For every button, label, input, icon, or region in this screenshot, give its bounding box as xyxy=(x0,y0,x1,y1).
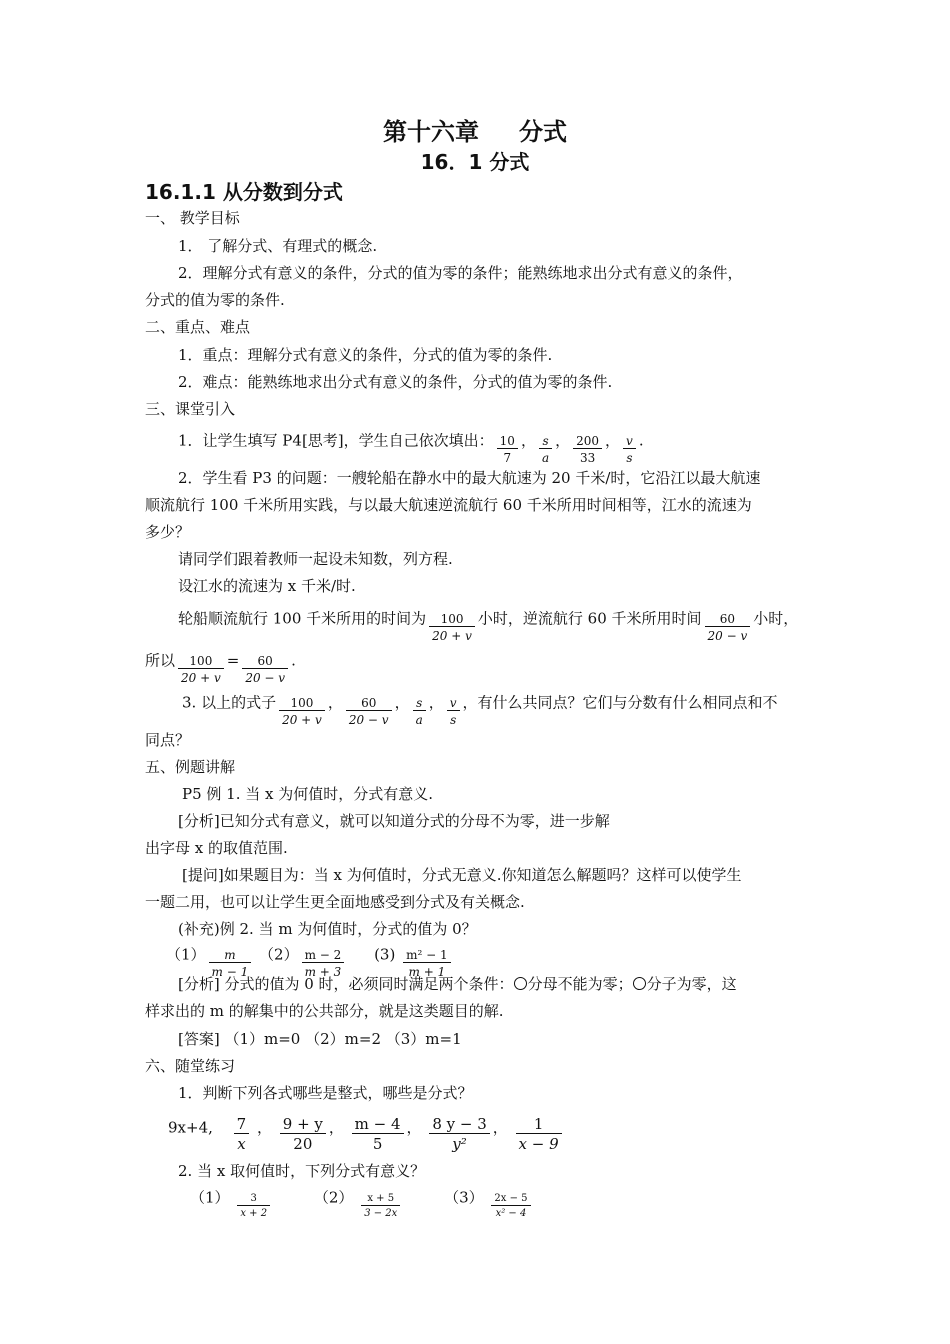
equation-left-fraction: $\frac{100}{20 + v}$ xyxy=(178,654,224,685)
example-2-analysis-line1: [分析] 分式的值为 0 时，必须同时满足两个条件： 分母不能为零； 分子为零，这 xyxy=(178,975,737,993)
expr-8y-minus-3-over-y-squared: $\frac{8 y - 3}{\text{y²}}$ xyxy=(429,1116,489,1153)
intro-item-2-line2: 顺流航行 100 千米所用实践，与以最大航速逆流航行 60 千米所用时间相等，江水的流速为 xyxy=(145,496,752,514)
practice-1-expressions: 9x+4, $\frac{7}{x}$ ， $\frac{9 + y}{20}$ ， $\frac{m - 4}{5}$ ， $\frac{8 y - 3}{\text{y²}}$ ， $\frac{1}{x - 9}$ xyxy=(168,1110,810,1147)
heading-examples: 五、例题讲解 xyxy=(145,758,236,776)
item3-fraction-2: $\frac{60}{20 - v}$ xyxy=(346,696,392,727)
chapter-title xyxy=(0,112,950,147)
fraction-s-a: $\frac{s}{a}$ xyxy=(539,434,552,465)
item3-fraction-4: $\frac{v}{s}$ xyxy=(447,696,460,727)
circle-marker-1-icon xyxy=(514,977,527,990)
intro-item-1-text: 1．让学生填写 P4[思考]，学生自己依次填出： xyxy=(178,431,494,450)
expr-m-minus-4-over-5: $\frac{m - 4}{5}$ xyxy=(352,1116,404,1153)
objective-2-line1: 2．理解分式有意义的条件，分式的值为零的条件；能熟练地求出分式有意义的条件， xyxy=(178,264,743,282)
expr-7-over-x: $\frac{7}{x}$ xyxy=(234,1116,250,1153)
circle-marker-2-icon xyxy=(633,977,646,990)
heading-key-points: 二、重点、难点 xyxy=(145,318,251,336)
expr-9-plus-y-over-20: $\frac{9 + y}{20}$ xyxy=(280,1116,326,1153)
section-title: 16．1 分式 xyxy=(420,150,530,174)
example-2-answer: [答案] （1）m=0 （2）m=2 （3）m=1 xyxy=(178,1030,462,1048)
question-line1: [提问]如果题目为：当 x 为何值时，分式无意义.你知道怎么解题吗？这样可以使学生 xyxy=(182,866,742,884)
expr-1-over-x-minus-9: $\frac{1}{x - 9}$ xyxy=(516,1116,562,1153)
intro-item-1: 1．让学生填写 P4[思考]，学生自己依次填出： $\frac{10}{7}$ ， $\frac{s}{a}$ ， $\frac{200}{33}$ ， $\frac{v}{s}$ . xyxy=(178,431,644,465)
intro-para-3: 轮船顺流航行 100 千米所用的时间为 $\frac{100}{20 + v}$ 小时，逆流航行 60 千米所用时间 $\frac{60}{20 - v}$ 小时， xyxy=(178,609,799,643)
objective-2-line2: 分式的值为零的条件. xyxy=(145,291,285,309)
example-2: (补充)例 2. 当 m 为何值时，分式的值为 0？ xyxy=(178,920,477,938)
fraction-60-over-20-minus-v: $\frac{60}{20 - v}$ xyxy=(705,612,751,643)
practice-2-expressions: （1） $\frac{3}{x + 2}$ （2） $\frac{x + 5}{3 - 2x}$ （3） $\frac{2x - 5}{\text{x² − 4}}$ xyxy=(190,1185,810,1212)
intro-para-2: 设江水的流速为 x 千米/时. xyxy=(178,577,356,595)
expr-2x-minus-5-over-x-squared-minus-4: $\frac{2x - 5}{\text{x² − 4}}$ xyxy=(491,1193,530,1220)
heading-practice: 六、随堂练习 xyxy=(145,1057,236,1075)
subsection-title: 16.1.1 从分数到分式 xyxy=(145,180,343,204)
chapter-number: 第十六章 xyxy=(383,118,479,146)
fraction-100-over-20-plus-v: $\frac{100}{20 + v}$ xyxy=(429,612,475,643)
expr-m-over-m-minus-1: $\frac{m}{m - 1}$ xyxy=(209,948,252,979)
example-2-expressions: （1） $\frac{m}{m - 1}$ （2） $\frac{m - 2}{m + 3}$ (3) $\frac{\text{m² − 1}}{m + 1}$ xyxy=(166,940,810,971)
intro-item-3-line2: 同点？ xyxy=(145,731,191,749)
fraction-200-33: $\frac{200}{33}$ xyxy=(573,434,602,465)
item3-fraction-1: $\frac{100}{20 + v}$ xyxy=(279,696,325,727)
key-point-2: 2．难点：能熟练地求出分式有意义的条件，分式的值为零的条件. xyxy=(178,373,613,391)
example-1-analysis-line2: 出字母 x 的取值范围. xyxy=(145,839,288,857)
question-line2: 一题二用，也可以让学生更全面地感受到分式及有关概念. xyxy=(145,893,525,911)
example-1-analysis-line1: [分析]已知分式有意义，就可以知道分式的分母不为零，进一步解 xyxy=(178,812,610,830)
example-1: P5 例 1. 当 x 为何值时，分式有意义. xyxy=(182,785,434,803)
item3-fraction-3: $\frac{s}{a}$ xyxy=(413,696,426,727)
intro-item-2-line3: 多少？ xyxy=(145,523,191,541)
fraction-10-7: $\frac{10}{7}$ xyxy=(497,434,518,465)
key-point-1: 1．重点：理解分式有意义的条件，分式的值为零的条件. xyxy=(178,346,553,364)
expr-m-minus-2-over-m-plus-3: $\frac{m - 2}{m + 3}$ xyxy=(302,948,345,979)
intro-item-3: 3. 以上的式子 $\frac{100}{20 + v}$ ， $\frac{60}{20 - v}$ ， $\frac{s}{a}$ ， $\frac{v}{s}$ ，有什么共同点？它们与分数有什么相同点和不 xyxy=(182,693,778,727)
expr-m-squared-minus-1-over-m-plus-1: $\frac{\text{m² − 1}}{m + 1}$ xyxy=(403,948,451,979)
intro-para-1: 请同学们跟着教师一起设未知数，列方程. xyxy=(178,550,453,568)
intro-equation: 所以 $\frac{100}{20 + v}$ = $\frac{60}{20 - v}$ . xyxy=(145,651,296,685)
practice-1: 1．判断下列各式哪些是整式，哪些是分式？ xyxy=(178,1084,473,1102)
expr-x-plus-5-over-3-minus-2x: $\frac{x + 5}{3 - 2x}$ xyxy=(361,1193,400,1220)
objective-1: 1． 了解分式、有理式的概念. xyxy=(178,237,378,255)
expr-3-over-x-plus-2: $\frac{3}{x + 2}$ xyxy=(237,1193,270,1220)
fraction-v-s: $\frac{v}{s}$ xyxy=(623,434,636,465)
heading-objectives: 一、 教学目标 xyxy=(145,209,240,227)
practice-2: 2. 当 x 取何值时，下列分式有意义？ xyxy=(178,1162,426,1180)
chapter-topic: 分式 xyxy=(519,118,567,146)
equation-right-fraction: $\frac{60}{20 - v}$ xyxy=(242,654,288,685)
intro-item-2-line1: 2．学生看 P3 的问题：一艘轮船在静水中的最大航速为 20 千米/时，它沿江以最大航速 xyxy=(178,469,761,487)
example-2-analysis-line2: 样求出的 m 的解集中的公共部分，就是这类题目的解. xyxy=(145,1002,504,1020)
heading-intro: 三、课堂引入 xyxy=(145,400,236,418)
